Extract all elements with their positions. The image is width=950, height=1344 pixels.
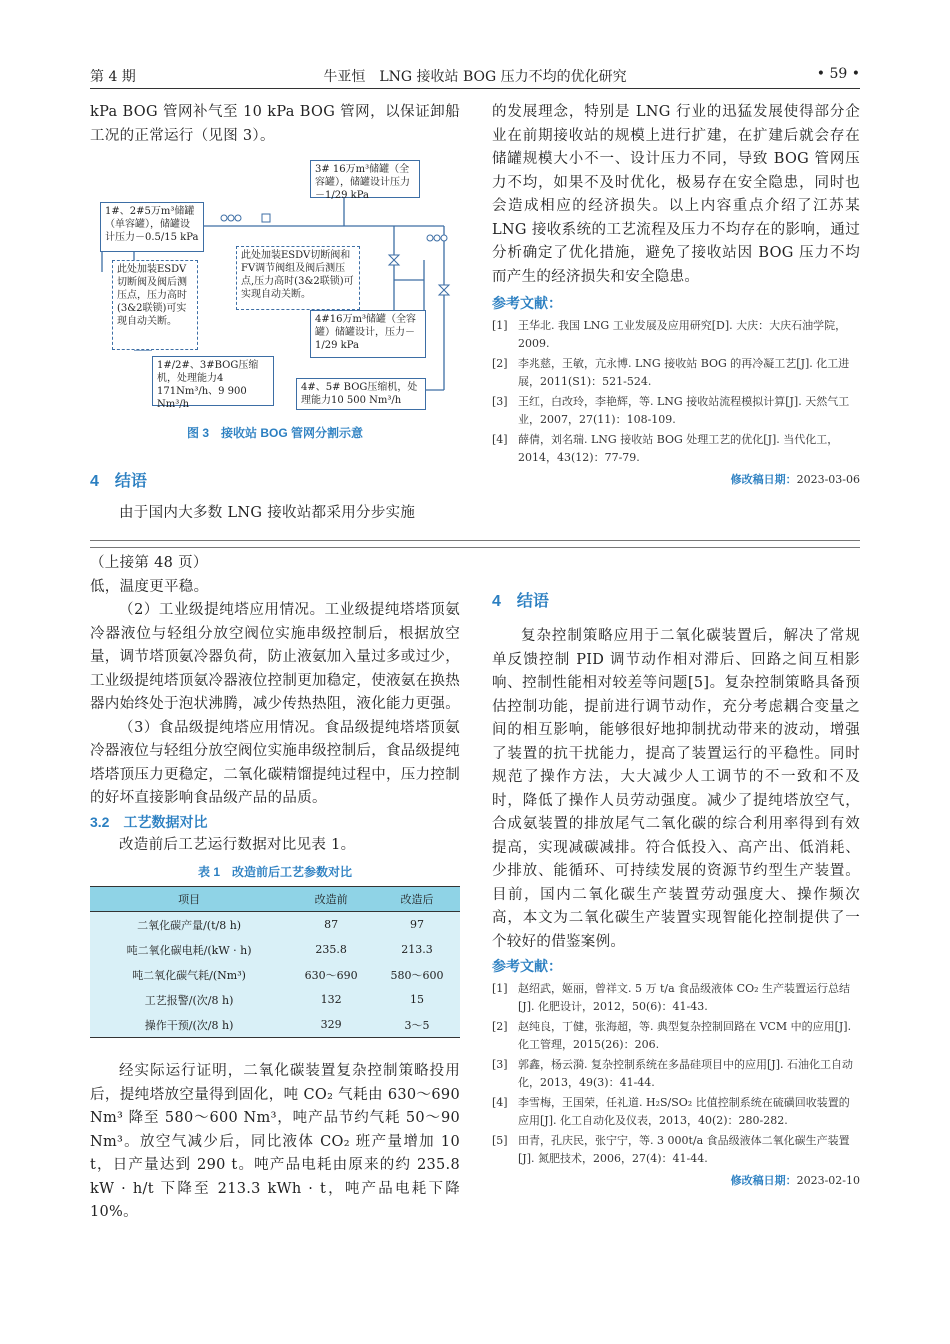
page-header xyxy=(90,66,860,89)
running-title: 牛亚恒 LNG 接收站 BOG 压力不均的优化研究 xyxy=(323,69,627,85)
tank-4-label: 4#16万m³储罐（全容罐）储罐设计，压力－1/29 kPa xyxy=(310,310,426,358)
table-header: 改造后 xyxy=(374,887,460,912)
conclusion-start-paragraph: 由于国内大多数 LNG 接收站都采用分步实施 xyxy=(119,505,416,521)
conclusion-heading-bottom: 4 结语 xyxy=(492,593,549,610)
conclusion-heading-top: 4 结语 xyxy=(90,473,147,490)
table-1 xyxy=(90,886,460,1038)
reference-item: [2] 赵纯良，丁健，张海超，等. 典型复杂控制回路在 VCM 中的应用[J]. 化工管理，2015(26)：206. xyxy=(492,1020,852,1051)
paragraph-results: 经实际运行证明，二氧化碳装置复杂控制策略投用后，提纯塔放空量得到固化，吨 CO₂ 气耗由 630～690 Nm³ 降至 580～600 Nm³，吨产品节约气耗 50～90 Nm³。放空气减少后，同比液体 CO₂ 班产量增加 10 t，日产量达到 290 t。吨产品电耗由原来的约 235.8 kW · h/t 下降至 213.3 kWh · t，吨产品电耗下降 10%。 xyxy=(90,1063,460,1220)
references-title-bottom: 参考文献： xyxy=(492,958,562,974)
paragraph-industrial: （2）工业级提纯塔应用情况。工业级提纯塔塔顶氨冷器液位与轻组分放空阀位实施串级控制后，根据放空量，调节塔顶氨冷器负荷，防止液氨加入量过多或过少，工业级提纯塔顶氨冷器液位控制更加稳定，使液氨在换热器内始终处于泡状沸腾，减少传热热阻，液化能力更强。 xyxy=(90,602,460,712)
subsection-heading: 3.2 工艺数据对比 xyxy=(90,813,208,830)
references-title-top: 参考文献： xyxy=(492,295,562,311)
table-row: 二氧化碳产量/(t/8 h) 87 97 xyxy=(90,912,460,938)
figure-3-diagram xyxy=(94,160,456,414)
conclusion-paragraph: 的发展理念，特别是 LNG 行业的迅猛发展使得部分企业在前期接收站的规模上进行扩建，在扩建后就会存在储罐规模大小不一、设计压力不同，导致 BOG 管网压力不均，如果不及时优化，极易存在安全隐患，同时也会造成相应的经济损失。以上内容重点介绍了江苏某 LNG 接收系统的工艺流程及压力不均存在的影响，通过分析确定了优化措施，避免了接收站因 BOG 压力不均而产生的经济损失和安全隐患。 xyxy=(492,104,860,285)
top-left-column xyxy=(90,101,460,148)
top-right-column xyxy=(492,101,860,487)
paragraph-table-intro: 改造前后工艺运行数据对比见表 1。 xyxy=(119,836,356,853)
reference-item: [3] 郭鑫，杨云漪. 复杂控制系统在多晶硅项目中的应用[J]. 石油化工自动化，2013，49(3)：41-44. xyxy=(492,1058,853,1089)
compressor-1-3-label: 1#/2#、3#BOG压缩机，处理能力4 171Nm³/h、9 900 Nm³/h xyxy=(152,356,274,406)
table-header: 项目 xyxy=(90,887,288,912)
bottom-left-column xyxy=(90,552,460,1225)
article-divider xyxy=(90,540,860,548)
compressor-4-5-label: 4#、5# BOG压缩机，处理能力10 500 Nm³/h xyxy=(296,378,426,410)
reference-item: [1] 赵绍武，姬丽，曾祥文. 5 万 t/a 食品级液体 CO₂ 生产装置运行总结[J]. 化肥设计，2012，50(6)：41-43. xyxy=(492,982,851,1013)
tank-3-label: 3# 16万m³储罐（全容罐），储罐设计压力－1/29 kPa xyxy=(310,160,420,198)
revision-date-bottom: 修改稿日期：2023-02-10 xyxy=(730,1174,860,1187)
reference-item: [3] 王红，白改玲，李艳辉，等. LNG 接收站流程模拟计算[J]. 天然气工业，2007，27(11)：108-109. xyxy=(492,395,850,426)
paragraph-0: 低，温度更平稳。 xyxy=(90,578,209,595)
intro-paragraph: kPa BOG 管网补气至 10 kPa BOG 管网，以保证卸船工况的正常运行（见图 3）。 xyxy=(90,104,460,144)
table-header: 改造前 xyxy=(288,887,374,912)
reference-item: [5] 田青，孔庆民，张宁宁，等. 3 000t/a 食品级液体二氧化碳生产装置[J]. 氮肥技术，2006，27(4)：41-44. xyxy=(492,1134,850,1165)
revision-date-top: 修改稿日期：2023-03-06 xyxy=(730,473,860,486)
reference-item: [4] 薛倩，刘名瑞. LNG 接收站 BOG 处理工艺的优化[J]. 当代化工，2014，43(12)：77-79. xyxy=(492,433,839,464)
issue-number: 第 4 期 xyxy=(90,69,136,85)
table-row: 吨二氧化碳电耗/(kW · h) 235.8 213.3 xyxy=(90,937,460,962)
table-1-caption: 表 1 改造前后工艺参数对比 xyxy=(197,865,352,879)
paragraph-food-grade: （3）食品级提纯塔应用情况。食品级提纯塔塔顶氨冷器液位与轻组分放空阀位实施串级控制后，食品级提纯塔塔顶压力更稳定，二氧化碳精馏提纯过程中，压力控制的好坏直接影响食品级产品的品质。 xyxy=(90,719,460,806)
reference-item: [4] 李雪梅，王国荣，任礼道. H₂S/SO₂ 比值控制系统在硫磺回收装置的应用[J]. 化工自动化及仪表，2013，40(2)：280-282. xyxy=(492,1096,850,1127)
table-row: 工艺报警/(次/8 h) 132 15 xyxy=(90,987,460,1012)
esdv-note-right: 此处加装ESDV切断阀和FV调节阀组及阀后测压点,压力高时(3&2联锁)可实现自动关断。 xyxy=(236,246,360,310)
reference-item: [2] 李兆慈，王敏，亢永博. LNG 接收站 BOG 的再冷凝工艺[J]. 化工进展，2011(S1)：521-524. xyxy=(492,357,850,388)
esdv-note-left: 此处加装ESDV切断阀及阀后测压点，压力高时(3&2联锁)可实现自动关断。 xyxy=(112,260,198,350)
conclusion-paragraph-bottom: 复杂控制策略应用于二氧化碳装置后，解决了常规单反馈控制 PID 调节动作相对滞后、回路之间互相影响、控制性能相对较差等问题[5]。复杂控制策略具备预估控制功能，提前进行调节动作，充分考虑耦合变量之间的相互影响，能够很好地抑制扰动带来的波动，增强了装置的抗干扰能力，提高了装置运行的平稳性。同时规范了操作方法，大大减少人工调节的不一致和不及时，降低了操作人员劳动强度。减少了提纯塔放空气，合成氨装置的排放尾气二氧化碳的综合利用率得到有效提高，实现减碳减排。符合低投入、高产出、低消耗、少排放、能循环、可持续发展的资源节约型生产装置。目前，国内二氧化碳生产装置劳动强度大、操作频次高，本文为二氧化碳生产装置实现智能化控制提供了一个较好的借鉴案例。 xyxy=(492,628,860,950)
table-row: 操作干预/(次/8 h) 329 3～5 xyxy=(90,1012,460,1038)
continued-note: （上接第 48 页） xyxy=(90,555,208,571)
references-list-top xyxy=(492,317,860,467)
table-row: 吨二氧化碳气耗/(Nm³) 630～690 580～600 xyxy=(90,962,460,987)
figure-3-caption: 图 3 接收站 BOG 管网分割示意 xyxy=(186,426,363,440)
tank-1-2-label: 1#、2#5万m³储罐（单容罐），储罐设计压力－0.5/15 kPa xyxy=(100,202,204,252)
references-list-bottom xyxy=(492,980,860,1168)
reference-item: [1] 王华北. 我国 LNG 工业发展及应用研究[D]. 大庆：大庆石油学院，2009. xyxy=(492,319,847,350)
page-number: • 59 • xyxy=(816,66,860,82)
bottom-right-column xyxy=(492,588,860,1188)
